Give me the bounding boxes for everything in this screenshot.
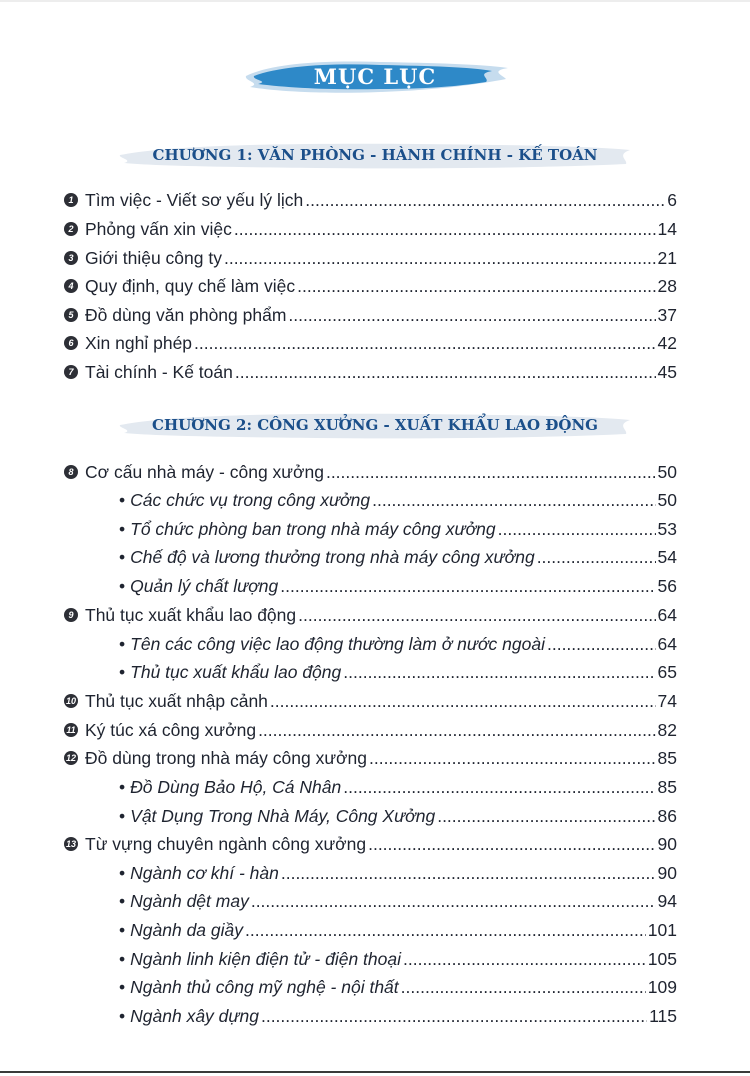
toc-entry[interactable]: [64, 301, 677, 329]
page-number: 115: [649, 1006, 677, 1026]
page-number: 65: [657, 662, 677, 682]
page-number: 90: [657, 834, 677, 854]
bullet: •: [119, 777, 126, 797]
page-number: 94: [657, 891, 677, 911]
number-badge-icon: 12: [65, 753, 76, 763]
toc-entry[interactable]: [64, 458, 677, 486]
subentry-label: Ngành linh kiện điện tử - điện thoại: [130, 949, 401, 969]
dot-leader: [547, 630, 656, 658]
subentry-label: Ngành da giầy: [130, 920, 244, 940]
bullet: •: [119, 891, 126, 911]
page-number: 85: [657, 748, 677, 768]
dot-leader: [251, 887, 656, 915]
dot-leader: [537, 543, 656, 571]
dot-leader: [326, 458, 656, 486]
toc-title-banner: [240, 54, 510, 98]
toc-entry[interactable]: [64, 830, 677, 858]
bottom-rule: [0, 1071, 750, 1073]
number-badge-icon: 7: [64, 365, 78, 379]
subentry-label: Thủ tục xuất khẩu lao động: [130, 662, 342, 682]
bullet: •: [119, 1006, 126, 1026]
page-number: 50: [657, 462, 677, 482]
dot-leader: [194, 329, 655, 357]
subentry-label: Chế độ và lương thưởng trong nhà máy công xưởng: [130, 547, 535, 567]
entry-label: Thủ tục xuất nhập cảnh: [85, 691, 268, 711]
bullet: •: [119, 920, 126, 940]
subentry-label: Ngành thủ công mỹ nghệ - nội thất: [130, 977, 399, 997]
toc-subentry[interactable]: [119, 916, 677, 944]
entry-label: Ký túc xá công xưởng: [85, 720, 257, 740]
dot-leader: [258, 716, 655, 744]
number-badge-icon: 4: [64, 279, 78, 293]
dot-leader: [368, 830, 655, 858]
toc-subentry[interactable]: [119, 973, 677, 1001]
subentry-label: Ngành cơ khí - hàn: [130, 863, 279, 883]
toc-entry[interactable]: [64, 601, 677, 629]
dot-leader: [369, 744, 656, 772]
chapter-2-title: CHƯƠNG 2: CÔNG XƯỞNG - XUẤT KHẨU LAO ĐỘNG: [152, 416, 598, 434]
dot-leader: [280, 572, 655, 600]
bullet: •: [119, 949, 126, 969]
toc-subentry[interactable]: [119, 630, 677, 658]
toc-entry[interactable]: [64, 329, 677, 357]
chapter-1-title: CHƯƠNG 1: VĂN PHÒNG - HÀNH CHÍNH - KẾ TOÁN: [152, 146, 598, 164]
page-number: 45: [657, 362, 677, 382]
subentry-label: Ngành xây dựng: [130, 1006, 259, 1026]
dot-leader: [403, 945, 646, 973]
entry-label: Tài chính - Kế toán: [85, 362, 233, 382]
toc-entry[interactable]: [64, 272, 677, 300]
toc-subentry[interactable]: [119, 945, 677, 973]
page-number: 86: [657, 806, 677, 826]
page-number: 105: [647, 949, 677, 969]
page-number: 50: [657, 490, 677, 510]
subentry-label: Các chức vụ trong công xưởng: [130, 490, 371, 510]
dot-leader: [245, 916, 646, 944]
entry-label: Tìm việc - Viết sơ yếu lý lịch: [85, 190, 304, 210]
dot-leader: [298, 601, 655, 629]
dot-leader: [437, 802, 655, 830]
page-number: 109: [647, 977, 677, 997]
toc-entry[interactable]: [64, 358, 677, 386]
page-number: 82: [657, 720, 677, 740]
number-badge-icon: 3: [64, 251, 78, 265]
subentry-label: Vật Dụng Trong Nhà Máy, Công Xưởng: [130, 806, 436, 826]
bullet: •: [119, 634, 126, 654]
page-number: 85: [657, 777, 677, 797]
toc-subentry[interactable]: [119, 543, 677, 571]
page-number: 56: [657, 576, 677, 596]
toc-entry[interactable]: [64, 244, 677, 272]
entry-label: Thủ tục xuất khẩu lao động: [85, 605, 297, 625]
toc-subentry[interactable]: [119, 859, 677, 887]
number-badge-icon: 2: [64, 222, 78, 236]
number-badge-icon: 13: [65, 839, 76, 849]
dot-leader: [270, 687, 656, 715]
number-badge-icon: 8: [64, 465, 78, 479]
page-number: 28: [657, 276, 677, 296]
dot-leader: [343, 658, 655, 686]
chapter-1-heading: [116, 138, 634, 172]
page-number: 74: [657, 691, 677, 711]
toc-subentry[interactable]: [119, 486, 677, 514]
number-badge-icon: 11: [64, 723, 78, 737]
dot-leader: [261, 1002, 647, 1030]
toc-subentry[interactable]: [119, 773, 677, 801]
entry-label: Cơ cấu nhà máy - công xưởng: [85, 462, 324, 482]
bullet: •: [119, 863, 126, 883]
toc-subentry[interactable]: [119, 515, 677, 543]
subentry-label: Tổ chức phòng ban trong nhà máy công xưởng: [130, 519, 496, 539]
subentry-label: Tên các công việc lao động thường làm ở nước ngoài: [130, 634, 545, 654]
top-rule: [0, 0, 750, 2]
number-badge-icon: 6: [64, 336, 78, 350]
entry-label: Giới thiệu công ty: [85, 248, 222, 268]
entry-label: Từ vựng chuyên ngành công xưởng: [85, 834, 367, 854]
entry-label: Đồ dùng trong nhà máy công xưởng: [85, 748, 367, 768]
dot-leader: [401, 973, 646, 1001]
dot-leader: [281, 859, 656, 887]
page-number: 90: [657, 863, 677, 883]
page-number: 64: [657, 634, 677, 654]
bullet: •: [119, 547, 126, 567]
number-badge-icon: 5: [64, 308, 78, 322]
dot-leader: [235, 358, 656, 386]
toc-entry[interactable]: [64, 215, 677, 243]
page-number: 21: [657, 248, 677, 268]
bullet: •: [119, 490, 126, 510]
number-badge-icon: 9: [64, 608, 78, 622]
dot-leader: [305, 186, 665, 214]
dot-leader: [372, 486, 655, 514]
toc-subentry[interactable]: [119, 658, 677, 686]
bullet: •: [119, 806, 126, 826]
bullet: •: [119, 519, 126, 539]
bullet: •: [119, 576, 126, 596]
number-badge-icon: 10: [65, 696, 76, 706]
subentry-label: Quản lý chất lượng: [130, 576, 279, 596]
number-badge-icon: 1: [64, 193, 78, 207]
bullet: •: [119, 662, 126, 682]
page-number: 6: [667, 190, 677, 210]
dot-leader: [498, 515, 656, 543]
toc-entry[interactable]: [64, 744, 677, 772]
toc-entry[interactable]: [64, 716, 677, 744]
page-number: 14: [657, 219, 677, 239]
dot-leader: [343, 773, 655, 801]
dot-leader: [288, 301, 655, 329]
toc-entry[interactable]: [64, 186, 677, 214]
page-number: 42: [657, 333, 677, 353]
page-number: 64: [657, 605, 677, 625]
entry-label: Xin nghỉ phép: [85, 333, 193, 353]
toc-subentry[interactable]: [119, 887, 677, 915]
dot-leader: [234, 215, 656, 243]
dot-leader: [297, 272, 655, 300]
dot-leader: [224, 244, 656, 272]
page-title: MỤC LỤC: [313, 63, 437, 89]
page-number: 53: [657, 519, 677, 539]
toc-subentry[interactable]: [119, 802, 677, 830]
toc-subentry[interactable]: [119, 572, 677, 600]
entry-label: Quy định, quy chế làm việc: [85, 276, 296, 296]
bullet: •: [119, 977, 126, 997]
chapter-2-heading: [116, 408, 634, 442]
page-number: 54: [657, 547, 677, 567]
subentry-label: Ngành dệt may: [130, 891, 249, 911]
subentry-label: Đồ Dùng Bảo Hộ, Cá Nhân: [130, 777, 342, 797]
toc-subentry[interactable]: [119, 1002, 677, 1030]
entry-label: Phỏng vấn xin việc: [85, 219, 232, 239]
entry-label: Đồ dùng văn phòng phẩm: [85, 305, 287, 325]
toc-entry[interactable]: [64, 687, 677, 715]
page-number: 37: [657, 305, 677, 325]
page-number: 101: [647, 920, 677, 940]
